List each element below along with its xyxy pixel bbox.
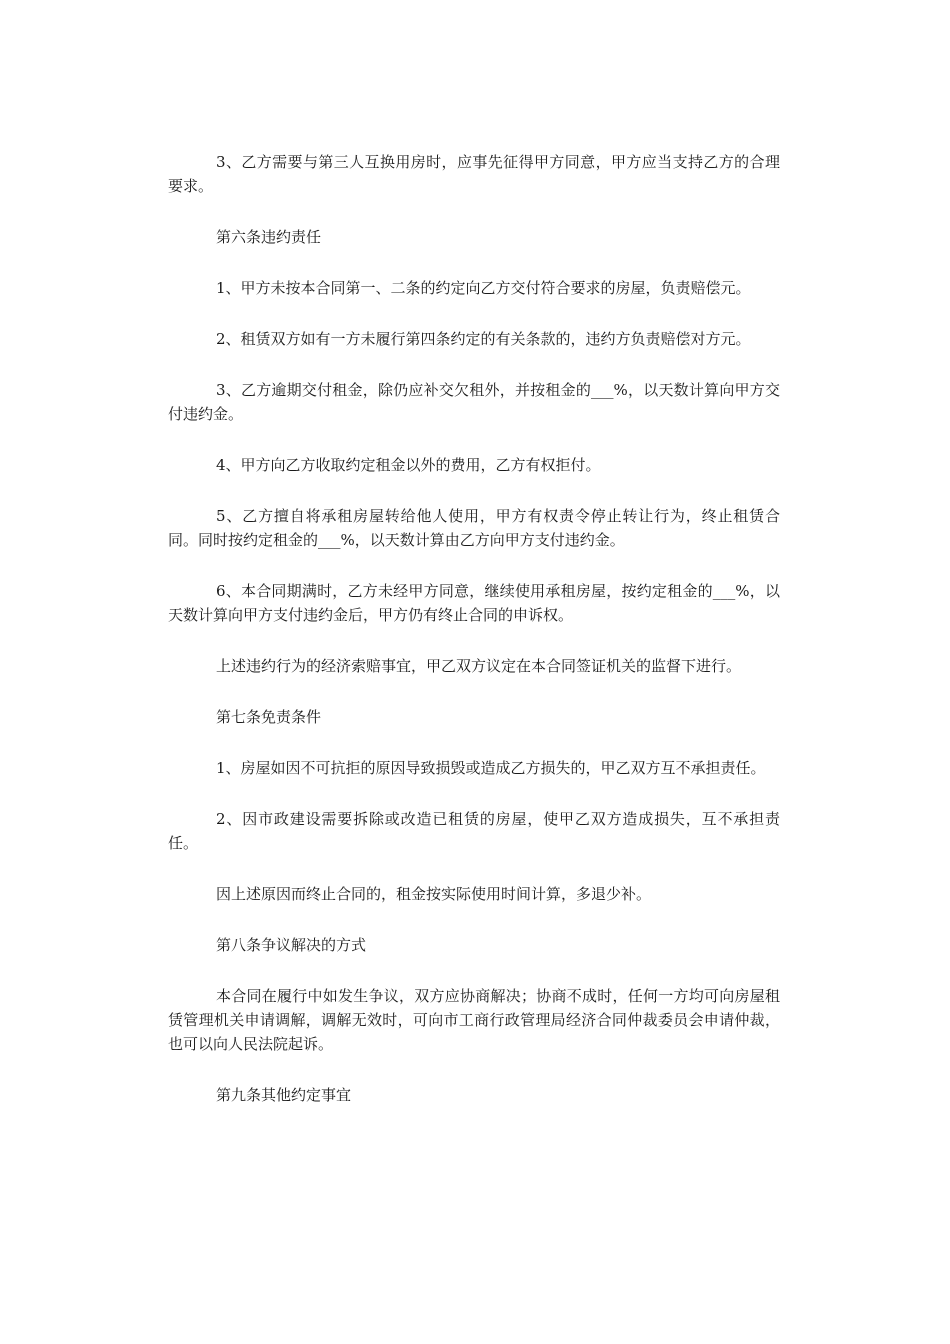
document-body <box>168 150 780 1134</box>
clause-paragraph: 1、房屋如因不可抗拒的原因导致损毁或造成乙方损失的，甲乙双方互不承担责任。 <box>216 759 766 777</box>
clause-paragraph: 6、本合同期满时，乙方未经甲方同意，继续使用承租房屋，按约定租金的___%，以天数计算向甲方支付违约金后，甲方仍有终止合同的申诉权。 <box>168 582 780 624</box>
clause-paragraph: 2、因市政建设需要拆除或改造已租赁的房屋，使甲乙双方造成损失，互不承担责任。 <box>168 810 780 852</box>
section-heading-article-9: 第九条其他约定事宜 <box>216 1086 352 1104</box>
clause-paragraph: 3、乙方需要与第三人互换用房时，应事先征得甲方同意，甲方应当支持乙方的合理要求。 <box>168 153 780 195</box>
clause-paragraph: 4、甲方向乙方收取约定租金以外的费用，乙方有权拒付。 <box>216 456 601 474</box>
section-heading-article-7: 第七条免责条件 <box>216 708 322 726</box>
clause-paragraph: 本合同在履行中如发生争议，双方应协商解决；协商不成时，任何一方均可向房屋租赁管理机关申请调解，调解无效时，可向市工商行政管理局经济合同仲裁委员会申请仲裁，也可以向人民法院起诉。 <box>168 987 780 1053</box>
clause-paragraph: 3、乙方逾期交付租金，除仍应补交欠租外，并按租金的___%，以天数计算向甲方交付违约金。 <box>168 381 780 423</box>
section-heading-article-6: 第六条违约责任 <box>216 228 322 246</box>
section-heading-article-8: 第八条争议解决的方式 <box>216 936 367 954</box>
clause-paragraph: 上述违约行为的经济索赔事宜，甲乙双方议定在本合同签证机关的监督下进行。 <box>216 657 742 675</box>
clause-paragraph: 5、乙方擅自将承租房屋转给他人使用，甲方有权责令停止转让行为，终止租赁合同。同时按约定租金的___%，以天数计算由乙方向甲方支付违约金。 <box>168 507 780 549</box>
clause-paragraph: 因上述原因而终止合同的，租金按实际使用时间计算，多退少补。 <box>216 885 652 903</box>
clause-paragraph: 1、甲方未按本合同第一、二条的约定向乙方交付符合要求的房屋，负责赔偿元。 <box>216 279 751 297</box>
clause-paragraph: 2、租赁双方如有一方未履行第四条约定的有关条款的，违约方负责赔偿对方元。 <box>216 330 751 348</box>
